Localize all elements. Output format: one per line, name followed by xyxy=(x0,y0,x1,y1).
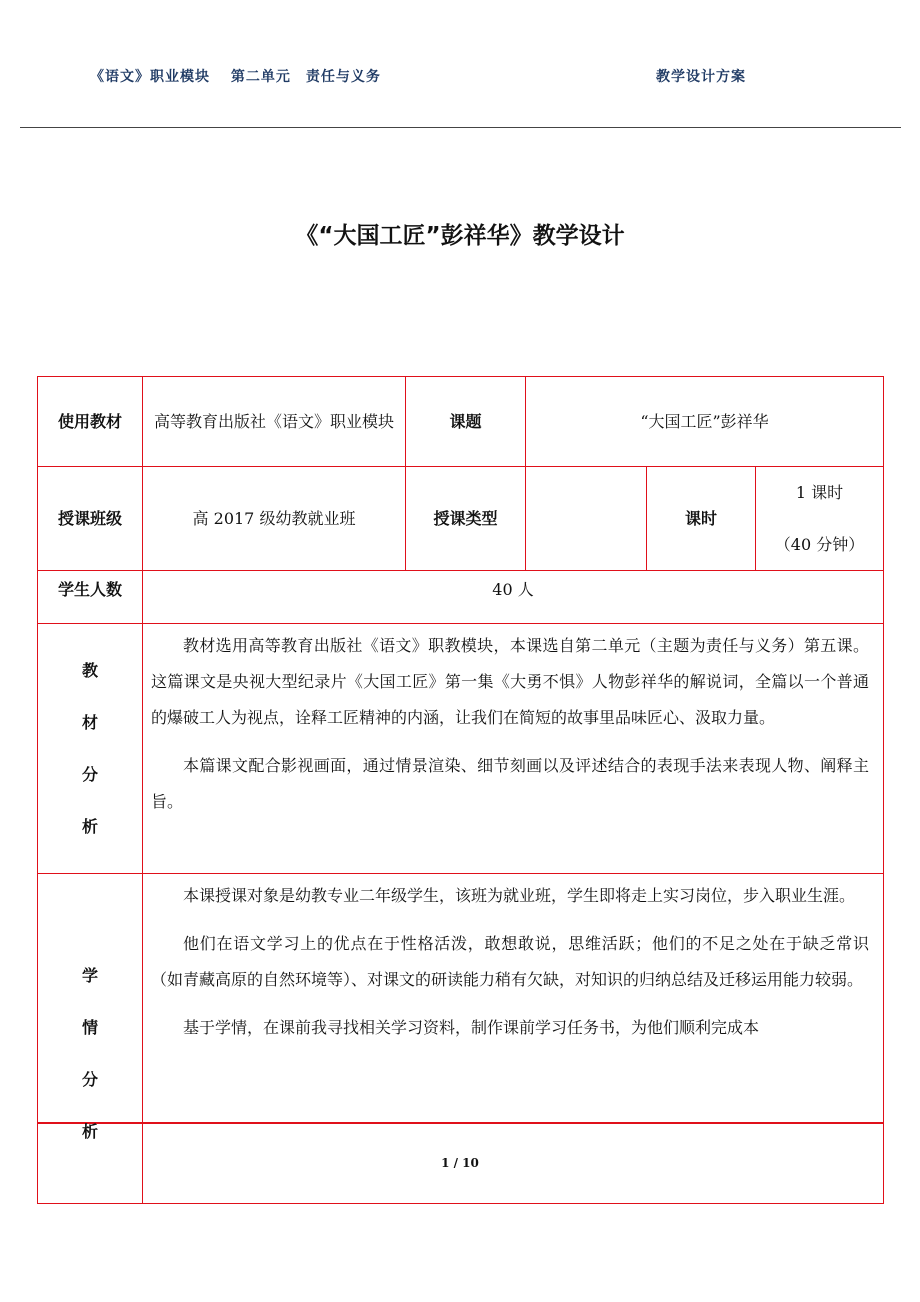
page-number: 1 / 10 xyxy=(441,1156,479,1170)
class-value: 高 2017 级幼教就业班 xyxy=(143,467,406,571)
topic-value: “大国工匠”彭祥华 xyxy=(526,377,884,467)
table-row xyxy=(38,874,884,1204)
topic-label: 课题 xyxy=(406,377,526,467)
student-analysis-char: 学 xyxy=(81,966,98,985)
students-value: 40 人 xyxy=(143,571,884,624)
table-row xyxy=(38,571,884,624)
students-label: 学生人数 xyxy=(38,571,143,624)
table-row xyxy=(38,624,884,874)
lesson-info-table xyxy=(37,376,883,1141)
textbook-label: 使用教材 xyxy=(38,377,143,467)
material-analysis-char: 材 xyxy=(81,712,98,732)
table-row xyxy=(38,467,884,571)
lesson-type-label: 授课类型 xyxy=(406,467,526,571)
header-doc-type: 教学设计方案 xyxy=(656,69,746,85)
table-row xyxy=(38,377,884,467)
student-analysis-char: 情 xyxy=(81,1018,98,1037)
page-title: 《“大国工匠”彭祥华》教学设计 xyxy=(295,223,625,249)
student-analysis-char: 分 xyxy=(81,1070,98,1089)
hours-cell xyxy=(756,467,884,571)
student-analysis-char: 析 xyxy=(81,1122,98,1141)
material-analysis-paragraph: 本篇课文配合影视画面，通过情景渲染、细节刻画以及评述结合的表现手法来表现人物、阐释主旨。 xyxy=(151,756,869,811)
material-analysis-char: 析 xyxy=(81,816,98,836)
student-analysis-label xyxy=(38,874,143,1204)
class-label: 授课班级 xyxy=(38,467,143,571)
material-analysis-char: 教 xyxy=(81,660,98,680)
student-analysis-paragraph: 基于学情，在课前我寻找相关学习资料，制作课前学习任务书，为他们顺利完成本 xyxy=(183,1018,760,1037)
material-analysis-content xyxy=(143,624,884,874)
student-analysis-paragraph: 本课授课对象是幼教专业二年级学生，该班为就业班，学生即将走上实习岗位，步入职业生涯。 xyxy=(183,886,856,905)
material-analysis-label xyxy=(38,624,143,874)
material-analysis-paragraph: 教材选用高等教育出版社《语文》职教模块，本课选自第二单元（主题为责任与义务）第五课。这篇课文是央视大型纪录片《大国工匠》第一集《大勇不惧》人物彭祥华的解说词，全篇以一个普通的爆破工人为视点，诠释工匠精神的内涵，让我们在简短的故事里品味匠心、汲取力量。 xyxy=(151,636,869,727)
hours-note: （40 分钟） xyxy=(774,534,865,554)
textbook-value: 高等教育出版社《语文》职业模块 xyxy=(143,377,406,467)
hours-value: 1 课时 xyxy=(795,482,844,502)
student-analysis-paragraph: 他们在语文学习上的优点在于性格活泼，敢想敢说，思维活跃；他们的不足之处在于缺乏常识（如青藏高原的自然环境等）、对课文的研读能力稍有欠缺，对知识的归纳总结及迁移运用能力较弱。 xyxy=(151,934,869,989)
header-unit-title: 《语文》职业模块 第二单元 责任与义务 xyxy=(90,69,381,85)
material-analysis-char: 分 xyxy=(81,764,98,784)
lesson-type-value xyxy=(526,467,647,571)
student-analysis-content xyxy=(143,874,884,1204)
header-divider xyxy=(20,127,901,128)
hours-label: 课时 xyxy=(647,467,756,571)
